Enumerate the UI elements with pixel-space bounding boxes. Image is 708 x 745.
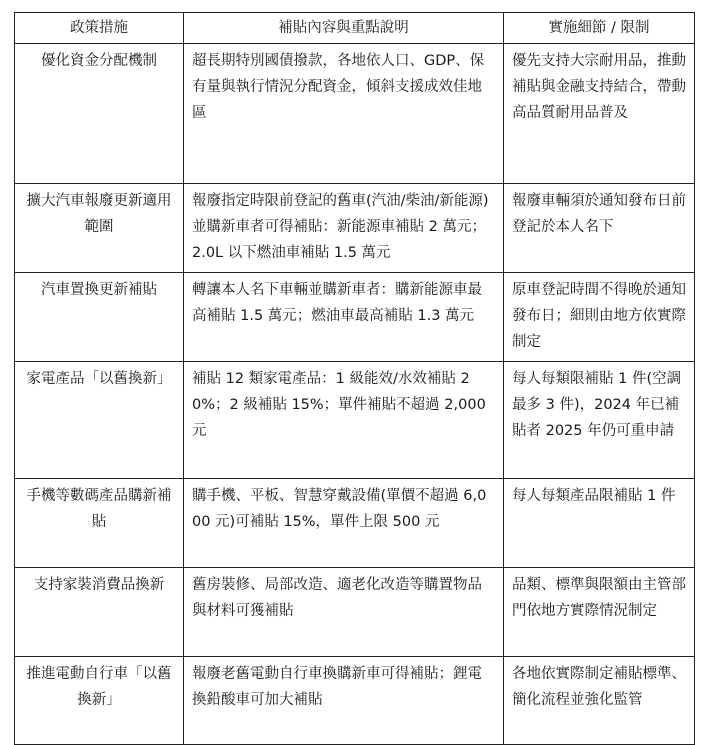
content-cell: 補貼 12 類家電產品：1 級能效/水效補貼 20%；2 級補貼 15%；單件補貼不超過 2,000 元	[184, 362, 504, 479]
table-row	[15, 184, 695, 273]
content-cell: 購手機、平板、智慧穿戴設備(單價不超過 6,000 元)可補貼 15%，單件上限 500 元	[184, 479, 504, 568]
table-row	[15, 479, 695, 568]
table-row	[15, 657, 695, 745]
measure-cell: 推進電動自行車「以舊換新」	[15, 657, 184, 745]
content-cell: 報廢指定時限前登記的舊車(汽油/柴油/新能源)並購新車者可得補貼：新能源車補貼 2 萬元；2.0L 以下燃油車補貼 1.5 萬元	[184, 184, 504, 273]
details-cell: 每人每類產品限補貼 1 件	[504, 479, 695, 568]
content-cell: 報廢老舊電動自行車換購新車可得補貼；鋰電換鉛酸車可加大補貼	[184, 657, 504, 745]
content-cell: 舊房裝修、局部改造、適老化改造等購置物品與材料可獲補貼	[184, 568, 504, 657]
table-row	[15, 362, 695, 479]
content-cell: 超長期特別國債撥款，各地依人口、GDP、保有量與執行情況分配資金，傾斜支援成效佳地區	[184, 44, 504, 184]
policy-table	[14, 12, 695, 745]
details-cell: 原車登記時間不得晚於通知發布日；細則由地方依實際制定	[504, 273, 695, 362]
details-cell: 每人每類限補貼 1 件(空調最多 3 件)，2024 年已補貼者 2025 年仍可重申請	[504, 362, 695, 479]
details-cell: 優先支持大宗耐用品，推動補貼與金融支持結合，帶動高品質耐用品普及	[504, 44, 695, 184]
measure-cell: 手機等數碼產品購新補貼	[15, 479, 184, 568]
measure-cell: 家電產品「以舊換新」	[15, 362, 184, 479]
details-cell: 報廢車輛須於通知發布日前登記於本人名下	[504, 184, 695, 273]
measure-cell: 優化資金分配機制	[15, 44, 184, 184]
content-cell: 轉讓本人名下車輛並購新車者：購新能源車最高補貼 1.5 萬元；燃油車最高補貼 1.3 萬元	[184, 273, 504, 362]
measure-cell: 支持家裝消費品換新	[15, 568, 184, 657]
measure-cell: 汽車置換更新補貼	[15, 273, 184, 362]
table-row	[15, 44, 695, 184]
table-row	[15, 273, 695, 362]
table-row	[15, 568, 695, 657]
measure-cell: 擴大汽車報廢更新適用範圍	[15, 184, 184, 273]
details-cell: 各地依實際制定補貼標準、簡化流程並強化監管	[504, 657, 695, 745]
header-content: 補貼內容與重點說明	[184, 13, 504, 44]
header-row	[15, 13, 695, 44]
header-details: 實施細節 / 限制	[504, 13, 695, 44]
details-cell: 品類、標準與限額由主管部門依地方實際情況制定	[504, 568, 695, 657]
header-measure: 政策措施	[15, 13, 184, 44]
